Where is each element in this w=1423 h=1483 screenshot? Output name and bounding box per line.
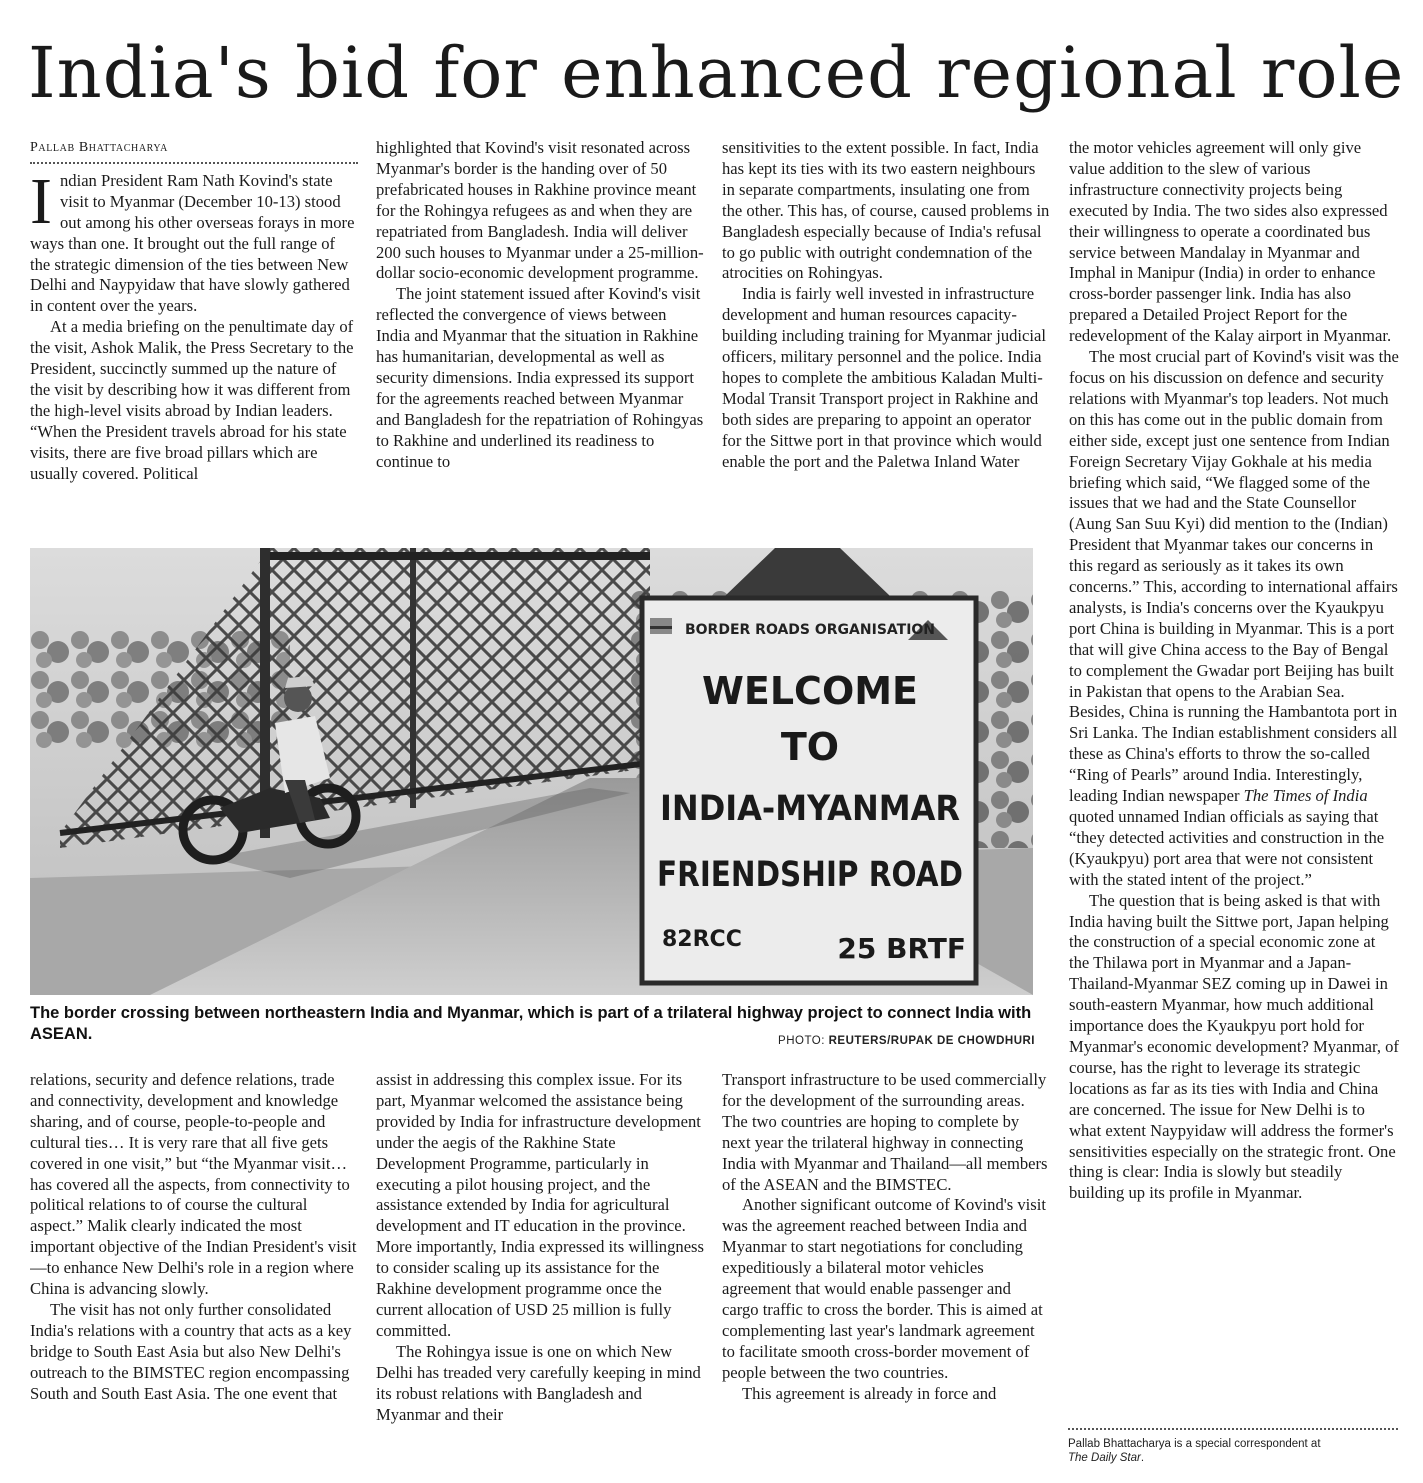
welcome-sign xyxy=(642,598,976,983)
article-column-3-top xyxy=(722,138,1050,530)
article-paragraph: The most crucial part of Kovind's visit was the focus on his discussion on defence and security relations with Myanmar's top leaders. Not much on this has come out in the public domain from either side, except just one sentence from Indian Foreign Secretary Vijay Gokhale at his media briefing which said, “We flagged some of the issues that we had and the State Counsellor (Aung San Suu Kyi) did mention to the (Indian) President that Myanmar takes our concerns in this regard as seriously as it takes its own concerns.” This, according to international affairs analysts, is India's concerns over the Kyaukpyu port China is building in Myanmar. This is a port that will give China access to the Bay of Bengal to complement the Gwadar port Beijing has built in Pakistan that opens to the Arabian Sea. Besides, China is running the Hambantota port in Sri Lanka. The Indian establishment considers all these as China's efforts to throw the so-called “Ring of Pearls” around India. Interestingly, leading Indian newspaper The Times of India quoted unnamed Indian officials as saying that “they detected activities and construction in the (Kyaukpyu) port area that were not consistent with the stated intent of the project.” xyxy=(1069,347,1399,889)
article-paragraph: relations, security and defence relations, trade and connectivity, development and knowledge sharing, and of course, people-to-people and cultural ties… It is very rare that all five gets covered in one visit,” but “the Myanmar visit…has covered all the aspects, from connectivity to political relations to of course the cultural aspect.” Malik clearly indicated the most important objective of the Indian President's visit—to enhance New Delhi's role in a region where China is advancing slowly. xyxy=(30,1070,357,1299)
article-paragraph: Transport infrastructure to be used commercially for the development of the surrounding areas. The two countries are hoping to complete by next year the trilateral highway in connecting India with Myanmar and Thailand—all members of the ASEAN and the BIMSTEC. xyxy=(722,1070,1048,1194)
photo-caption: The border crossing between northeastern India and Myanmar, which is part of a trilateral highway project to connect India with ASEAN. xyxy=(30,1004,1032,1043)
sign-line-2: TO xyxy=(780,725,840,769)
article-paragraph: At a media briefing on the penultimate day of the visit, Ashok Malik, the Press Secretary to the President, succinctly summed up the nature of the visit by describing how it was different from the high-level visits abroad by Indian leaders. “When the President travels abroad for his state visits, there are five broad pillars which are usually covered. Political xyxy=(30,317,354,483)
byline: Pallab Bhattacharya xyxy=(30,138,358,164)
photo-border-crossing xyxy=(30,548,1033,995)
article-paragraph: This agreement is already in force and xyxy=(742,1383,997,1403)
article-paragraph: The question that is being asked is that with India having built the Sittwe port, Japan helping the construction of a special economic zone at the Thilawa port in Myanmar and a Japan-Thailand-Myanmar SEZ coming up in Dawei in south-eastern Myanmar, how much additional importance does the Kyaukpyu port hold for Myanmar's economic development? Myanmar, of course, has the right to leverage its strategic locations as far as its ties with India and China are concerned. The issue for New Delhi is to what extent Naypyidaw will address the former's sensitivities especially on the strategic front. One thing is clear: India is slowly but steadily building up its profile in Myanmar. xyxy=(1069,890,1399,1203)
sign-unit-right: 25 BRTF xyxy=(837,932,966,965)
article-column-2-top xyxy=(376,138,704,530)
photo-credit: PHOTO: REUTERS/RUPAK DE CHOWDHURI xyxy=(778,1035,1035,1047)
article-paragraph: Another significant outcome of Kovind's visit was the agreement reached between India and Myanmar to start negotiations for concluding expeditiously a bilateral motor vehicles agreement that would enable passenger and cargo traffic to cross the border. This is aimed at complementing last year's landmark agreement to facilitate smooth cross-border movement of people between the two countries. xyxy=(722,1195,1046,1382)
article-paragraph: The Rohingya issue is one on which New Delhi has treaded very carefully keeping in mind its robust relations with Bangladesh and Myanmar and their xyxy=(376,1341,701,1424)
article-paragraph: sensitivities to the extent possible. In fact, India has kept its ties with its two eastern neighbours in separate compartments, insulating one from the other. This has, of course, caused problems in Bangladesh especially because of India's refusal to go public with outright condemnation of the atrocities on Rohingyas. xyxy=(722,138,1050,283)
article-column-2-bottom xyxy=(376,1070,704,1480)
article-paragraph: assist in addressing this complex issue. For its part, Myanmar welcomed the assistance being provided by India for infrastructure development under the aegis of the Rakhine State Development Programme, particularly in executing a pilot housing project, and the assistance extended by India for agricultural development and IT education in the province. More importantly, India expressed its willingness to consider scaling up its assistance for the Rakhine development programme once the current allocation of USD 25 million is fully committed. xyxy=(376,1070,704,1340)
photo-illustration xyxy=(30,548,1033,995)
sign-header: BORDER ROADS ORGANISATION xyxy=(684,622,936,638)
article-paragraph: The joint statement issued after Kovind's visit reflected the convergence of views between India and Myanmar that the situation in Rakhine has humanitarian, developmental as well as security dimensions. India expressed its support for the agreements reached between Myanmar and Bangladesh for the repatriation of Rohingyas to Rakhine and underlined its readiness to continue to xyxy=(376,284,704,471)
article-paragraph: India is fairly well invested in infrastructure development and human resources capacity-building including training for Myanmar judicial officers, military personnel and the police. India hopes to complete the ambitious Kaladan Multi-Modal Transit Transport project in Rakhine and both sides are preparing to appoint an operator for the Sittwe port in that province which would enable the port and the Paletwa Inland Water xyxy=(722,284,1046,471)
article-paragraph: The visit has not only further consolidated India's relations with a country that acts as a key bridge to South East Asia but also New Delhi's outreach to the BIMSTEC region encompassing South and South East Asia. The one event that xyxy=(30,1299,352,1403)
article-paragraph: Indian President Ram Nath Kovind's state visit to Myanmar (December 10-13) stood out among his other overseas forays in more ways than one. It brought out the full range of the strategic dimension of the ties between New Delhi and Naypyidaw that have slowly gathered in content over the years. xyxy=(30,164,355,316)
sign-line-1: WELCOME xyxy=(701,669,919,713)
sign-line-3: INDIA-MYANMAR xyxy=(660,789,961,829)
article-column-3-bottom xyxy=(722,1070,1050,1480)
article-paragraph: highlighted that Kovind's visit resonated across Myanmar's border is the handing over of 50 prefabricated houses in Rakhine province meant for the Rohingya refugees as and when they are repatriated from Bangladesh. India will deliver 200 such houses to Myanmar under a 25-million-dollar socio-economic development programme. xyxy=(376,138,704,283)
author-publication: The Daily Star xyxy=(1068,1452,1141,1464)
headline: India's bid for enhanced regional role xyxy=(28,32,1405,114)
drop-cap: I xyxy=(30,164,52,238)
sign-line-4: FRIENDSHIP ROAD xyxy=(657,855,963,895)
author-note: Pallab Bhattacharya is a special correspondent at The Daily Star. xyxy=(1068,1428,1398,1465)
article-column-1-top xyxy=(30,138,358,530)
article-paragraph: the motor vehicles agreement will only give value addition to the slew of various infrastructure connectivity projects being executed by India. The two sides also expressed their willingness to operate a coordinated bus service between Mandalay in Myanmar and Imphal in Manipur (India) in order to enhance cross-border passenger link. India has also prepared a Detailed Project Report for the redevelopment of the Kalay airport in Myanmar. xyxy=(1069,138,1392,346)
article-column-4 xyxy=(1069,138,1399,1422)
article-column-1-bottom xyxy=(30,1070,358,1480)
sign-unit-left: 82RCC xyxy=(662,927,742,952)
publication-name: The Times of India xyxy=(1243,786,1368,806)
